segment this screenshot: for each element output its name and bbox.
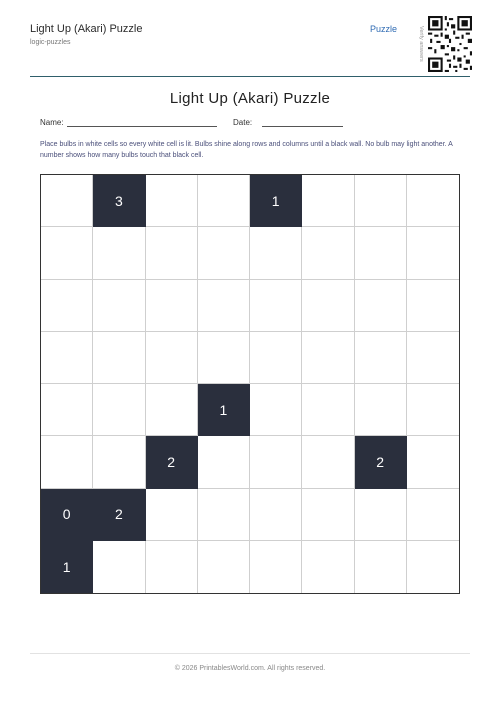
white-cell[interactable]: [198, 489, 250, 541]
header-divider: [30, 76, 470, 77]
white-cell[interactable]: [41, 175, 93, 227]
white-cell[interactable]: [250, 489, 302, 541]
black-clue-cell: 1: [250, 175, 302, 227]
white-cell[interactable]: [250, 332, 302, 384]
white-cell[interactable]: [41, 384, 93, 436]
black-clue-cell: 2: [355, 436, 407, 488]
white-cell[interactable]: [302, 175, 354, 227]
white-cell[interactable]: [355, 541, 407, 593]
puzzle-link[interactable]: Puzzle: [370, 24, 398, 34]
white-cell[interactable]: [146, 384, 198, 436]
white-cell[interactable]: [41, 332, 93, 384]
footer-divider: [30, 653, 470, 654]
student-info-form: [40, 118, 460, 130]
white-cell[interactable]: [41, 227, 93, 279]
white-cell[interactable]: [93, 280, 145, 332]
instructions: Place bulbs in white cells so every white cell is lit. Bulbs shine along rows and columns until a black wall. No bulb may light another. A number shows how many bulbs touch that black cell.: [40, 141, 453, 159]
black-clue-cell: 1: [41, 541, 93, 593]
black-clue-cell: 3: [93, 175, 145, 227]
white-cell[interactable]: [407, 489, 459, 541]
white-cell[interactable]: [198, 541, 250, 593]
white-cell[interactable]: [407, 436, 459, 488]
white-cell[interactable]: [302, 332, 354, 384]
white-cell[interactable]: [355, 280, 407, 332]
white-cell[interactable]: [198, 436, 250, 488]
black-clue-cell: 0: [41, 489, 93, 541]
white-cell[interactable]: [93, 541, 145, 593]
white-cell[interactable]: [146, 541, 198, 593]
white-cell[interactable]: [198, 227, 250, 279]
white-cell[interactable]: [146, 280, 198, 332]
header-subtitle: logic-puzzles: [30, 39, 71, 46]
footer-copyright: © 2026 PrintablesWorld.com. All rights reserved.: [174, 665, 326, 672]
white-cell[interactable]: [302, 227, 354, 279]
white-cell[interactable]: [41, 280, 93, 332]
black-clue-cell: 1: [198, 384, 250, 436]
verify-answers-label: Verify answers: [418, 26, 424, 62]
white-cell[interactable]: [198, 280, 250, 332]
white-cell[interactable]: [198, 332, 250, 384]
white-cell[interactable]: [355, 175, 407, 227]
white-cell[interactable]: [198, 175, 250, 227]
white-cell[interactable]: [146, 175, 198, 227]
white-cell[interactable]: [250, 280, 302, 332]
white-cell[interactable]: [407, 280, 459, 332]
puzzle-grid: [40, 174, 460, 594]
white-cell[interactable]: [146, 489, 198, 541]
name-label: Name:: [40, 118, 64, 127]
white-cell[interactable]: [250, 227, 302, 279]
white-cell[interactable]: [407, 332, 459, 384]
page-header: [30, 14, 470, 76]
white-cell[interactable]: [146, 227, 198, 279]
white-cell[interactable]: [41, 436, 93, 488]
white-cell[interactable]: [302, 541, 354, 593]
white-cell[interactable]: [407, 175, 459, 227]
white-cell[interactable]: [250, 436, 302, 488]
page-title: Light Up (Akari) Puzzle: [169, 90, 331, 107]
white-cell[interactable]: [355, 384, 407, 436]
white-cell[interactable]: [302, 489, 354, 541]
white-cell[interactable]: [93, 384, 145, 436]
white-cell[interactable]: [302, 280, 354, 332]
date-field[interactable]: [262, 126, 343, 127]
white-cell[interactable]: [250, 541, 302, 593]
name-field[interactable]: [67, 126, 217, 127]
date-label: Date:: [233, 118, 253, 127]
header-title: Light Up (Akari) Puzzle: [30, 23, 143, 35]
white-cell[interactable]: [355, 332, 407, 384]
qr-code-icon[interactable]: [428, 16, 472, 72]
white-cell[interactable]: [93, 332, 145, 384]
white-cell[interactable]: [302, 384, 354, 436]
white-cell[interactable]: [407, 384, 459, 436]
white-cell[interactable]: [250, 384, 302, 436]
black-clue-cell: 2: [93, 489, 145, 541]
white-cell[interactable]: [355, 489, 407, 541]
white-cell[interactable]: [407, 227, 459, 279]
white-cell[interactable]: [355, 227, 407, 279]
black-clue-cell: 2: [146, 436, 198, 488]
white-cell[interactable]: [407, 541, 459, 593]
white-cell[interactable]: [146, 332, 198, 384]
white-cell[interactable]: [302, 436, 354, 488]
white-cell[interactable]: [93, 227, 145, 279]
white-cell[interactable]: [93, 436, 145, 488]
